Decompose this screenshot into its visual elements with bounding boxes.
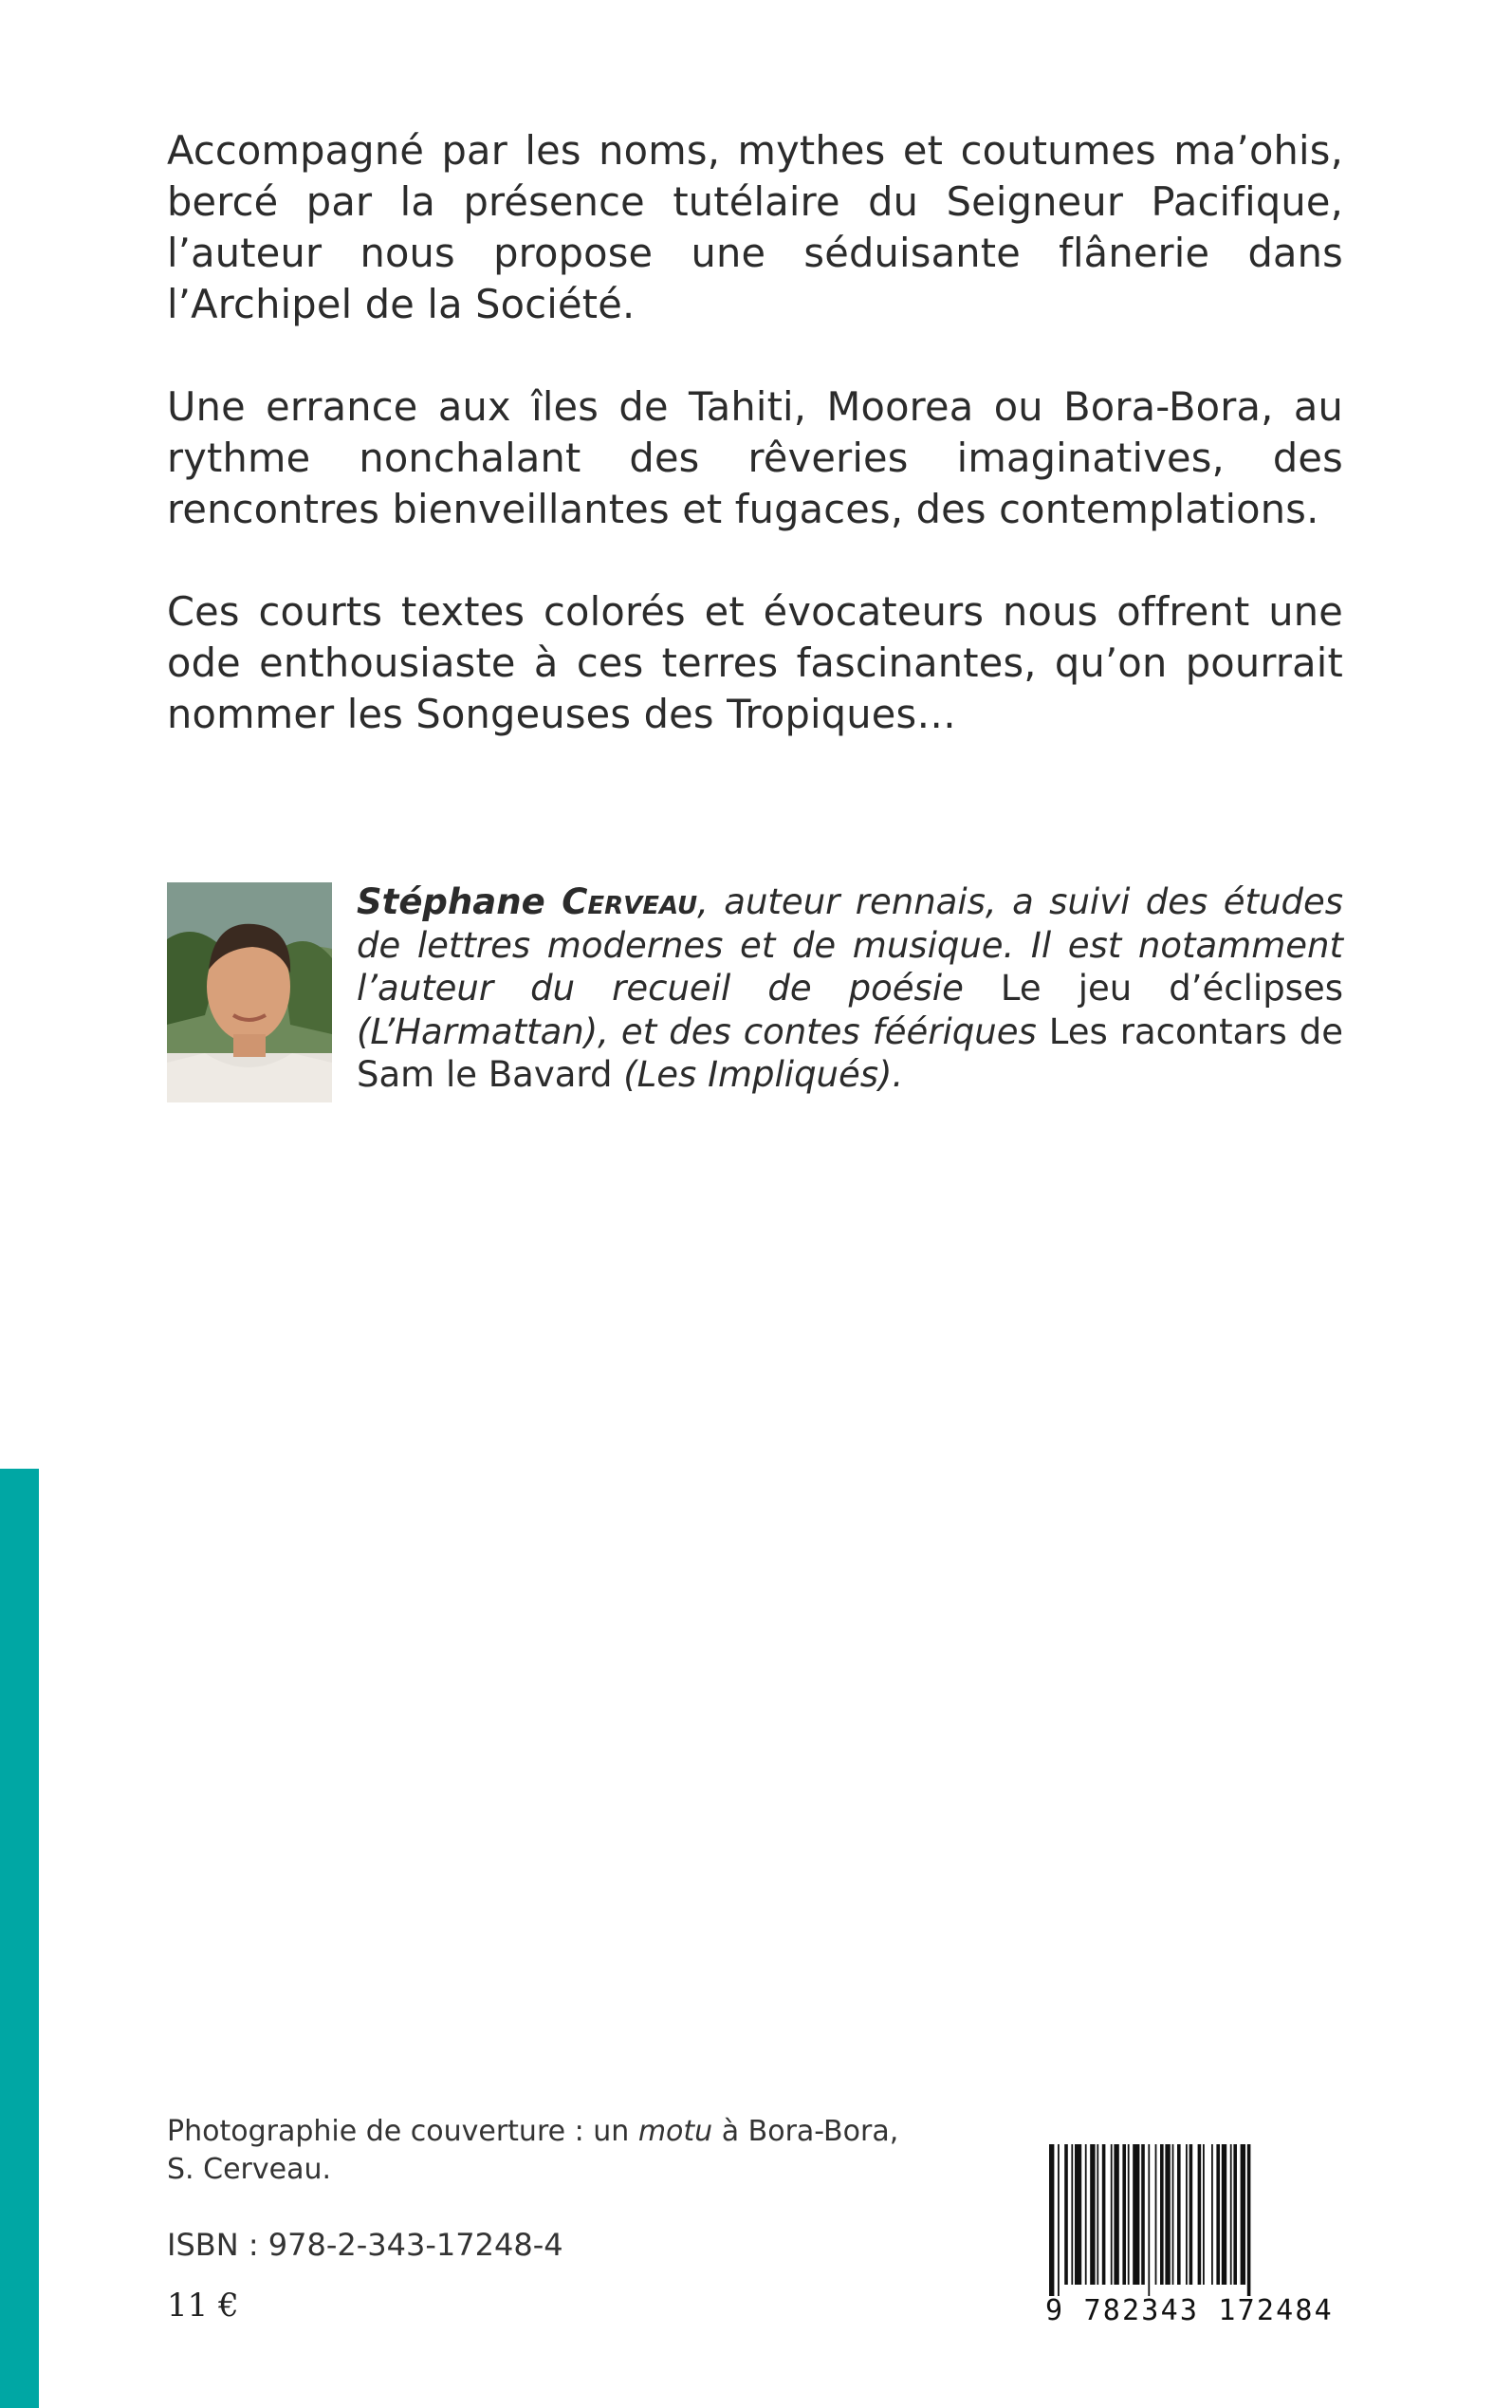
- blurb-paragraph-1: Accompagné par les noms, mythes et coutumes ma’ohis, bercé par la présence tutélaire du Seigneur Pacifique, l’auteur nous propose une séduisante flânerie dans l’Archipel de la Société.: [167, 127, 1343, 327]
- bio-text-2: et des contes féériques: [608, 1010, 1049, 1052]
- isbn: ISBN : 978-2-343-17248-4: [167, 2227, 563, 2263]
- bio-text-1: , auteur rennais, a suivi des études de lettres modernes et de musique. Il est notamment l’auteur du recueil de poésie: [357, 881, 1343, 1009]
- teal-edge-bar: [0, 1469, 39, 2408]
- publisher-2: (Les Impliqués).: [623, 1054, 904, 1095]
- barcode-number: 9 782343 172484: [1045, 2294, 1334, 2327]
- book-title-1: Le jeu d’éclipses: [1000, 968, 1343, 1009]
- author-section: [167, 882, 1343, 1104]
- photo-credit: Photographie de couverture : un motu à Bora-Bora, S. Cerveau.: [167, 2115, 899, 2186]
- book-title-2: Les racontars de Sam le Bavard: [357, 1010, 1343, 1095]
- price: 11 €: [167, 2287, 239, 2325]
- blurb-paragraph-2: Une errance aux îles de Tahiti, Moorea ou Bora-Bora, au rythme nonchalant des rêveries imaginatives, des rencontres bienveillantes et fugaces, des contemplations.: [167, 383, 1343, 532]
- author-bio: [357, 880, 1343, 1097]
- author-name: Stéphane Cerveau: [357, 881, 698, 922]
- publisher-1: (L’Harmattan),: [357, 1010, 609, 1052]
- blurb-paragraph-3: Ces courts textes colorés et évocateurs nous offrent une ode enthousiaste à ces terres fascinantes, qu’on pourrait nommer les Songeuses des Tropiques…: [167, 588, 1343, 737]
- back-cover-blurb: [167, 125, 1343, 740]
- barcode-icon: [1047, 2144, 1351, 2296]
- author-photo: [167, 882, 332, 1102]
